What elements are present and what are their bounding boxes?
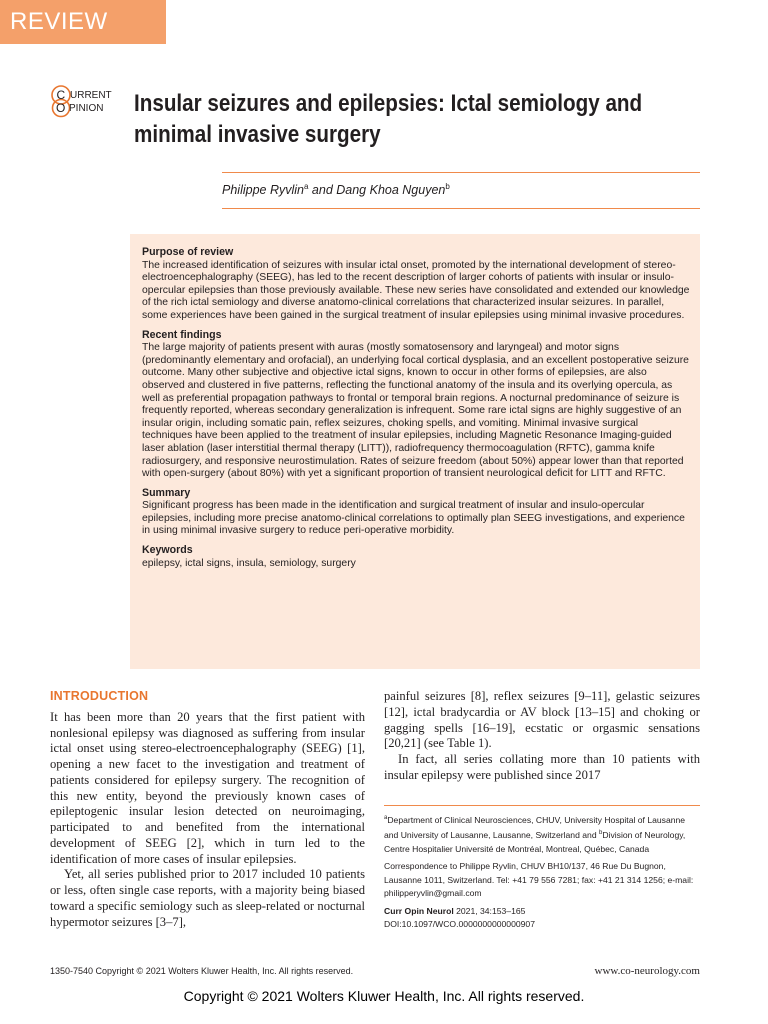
purpose-text: The increased identification of seizures with insular ictal onset, promoted by the international development of stereo-electroencephalography (SEEG), has led to the recent description of larger cohorts of patients with insular or insulo-opercular epilepsies than those previously available. These new series have consolidated and extended our knowledge of the rich ictal semiology and diverse anatomo-clinical correlations that characterized insular seizures. In parallel, some experiences have been gained in the surgical treatment of insular epilepsies using minimal invasive procedures. bbox=[142, 259, 690, 321]
affiliation-text bbox=[384, 812, 700, 856]
affiliation-block bbox=[384, 812, 700, 936]
title-line-1: Insular seizures and epilepsies: Ictal semiology and bbox=[134, 90, 643, 117]
author-1: Philippe Ryvlin bbox=[222, 183, 304, 198]
summary-text: Significant progress has been made in the identification and surgical treatment of insular and insulo-opercular epilepsies, including more precise anatomo-clinical correlations to optimally plan SEEG investigations, and experience in using minimal invasive surgery to reduce peri-operative morbidity. bbox=[142, 500, 685, 537]
article-title bbox=[134, 88, 650, 150]
affil-sup-a: a bbox=[384, 815, 388, 821]
right-paragraph-1: painful seizures [8], reflex seizures [9–11], gelastic seizures [12], ictal bradycardia or AV block [13–15] and choking or gagging spells [16–19], ecstatic or orgasmic sensations [20,21] (see Table 1). bbox=[384, 689, 700, 751]
journal-name: Curr Opin Neurol bbox=[384, 905, 454, 916]
section-tag: REVIEW bbox=[0, 0, 166, 44]
footer-website-link[interactable]: www.co-neurology.com bbox=[594, 965, 700, 977]
logo-text-top: URRENT bbox=[70, 90, 112, 101]
body-column-left bbox=[50, 689, 365, 930]
intro-paragraph-1: It has been more than 20 years that the first patient with nonlesional epilepsy was diagnosed as suffering from insular ictal onset using stereo-electroencephalography (SEEG) [1], opening a new facet to the investigation and treatment of patients considered for epilepsy surgery. The recognition of this new entity, beyond the previously known cases of epileptogenic insular lesion detected on neuroimaging, participated to and benefited from the international development of SEEG [2], which in turn led to the identification of more cases of insular epilepsies. bbox=[50, 709, 365, 866]
keywords-heading: Keywords bbox=[142, 544, 193, 557]
correspondence-text: Correspondence to Philippe Ryvlin, CHUV BH10/137, 46 Rue Du Bugnon, Lausanne 1011, Switzerland. Tel: +41 79 556 7281; fax: +41 21 314 1256; e-mail: philipperyvlin@gmail.com bbox=[384, 861, 694, 899]
current-opinion-logo bbox=[50, 84, 120, 118]
journal-info: 2021, 34:153–165 bbox=[453, 905, 526, 916]
intro-heading: INTRODUCTION bbox=[50, 689, 149, 703]
title-line-2: minimal invasive surgery bbox=[134, 121, 381, 148]
summary-heading: Summary bbox=[142, 486, 191, 499]
journal-citation bbox=[384, 905, 700, 919]
author-1-affil: a bbox=[303, 182, 309, 191]
logo-letter-c: C bbox=[56, 88, 66, 102]
right-paragraph-2: In fact, all series collating more than 10 patients with insular epilepsy were published since 2017 bbox=[384, 752, 700, 782]
affil-sup-b: b bbox=[598, 830, 603, 837]
author-line bbox=[222, 182, 450, 197]
author-2-affil: b bbox=[445, 182, 450, 191]
footer-issn-copyright: 1350-7540 Copyright © 2021 Wolters Kluwer Health, Inc. All rights reserved. bbox=[50, 966, 354, 976]
keywords-text: epilepsy, ictal signs, insula, semiology, surgery bbox=[142, 557, 356, 569]
author-rule-bottom bbox=[222, 208, 700, 209]
logo-text-bottom: PINION bbox=[69, 103, 104, 114]
copyright-notice: Copyright © 2021 Wolters Kluwer Health, Inc. All rights reserved. bbox=[183, 988, 585, 1004]
affiliation-rule bbox=[384, 805, 700, 806]
current-opinion-logo-icon bbox=[50, 84, 120, 118]
doi: DOI:10.1097/WCO.0000000000000907 bbox=[384, 919, 535, 930]
abstract-box bbox=[130, 234, 700, 669]
purpose-heading: Purpose of review bbox=[142, 246, 234, 258]
findings-heading: Recent findings bbox=[142, 328, 222, 341]
affiliation-text-2: Division of Neurology, Centre Hospitalier Université de Montréal, Montreal, Québec, Canada bbox=[384, 830, 686, 854]
author-rule-top bbox=[222, 172, 700, 173]
author-2: Dang Khoa Nguyen bbox=[336, 183, 446, 198]
author-conjunction: and bbox=[308, 183, 337, 198]
body-column-right bbox=[384, 689, 700, 784]
affiliation-text-1: Department of Clinical Neurosciences, CHUV, University Hospital of Lausanne and University of Lausanne, Lausanne, Switzerland and bbox=[384, 814, 686, 841]
logo-letter-o: O bbox=[56, 101, 66, 115]
findings-text: The large majority of patients present with auras (mostly somatosensory and laryngeal) and motor signs (predominantly elementary and orofacial), an underlying focal cortical dysplasia, and an excellent postoperative seizure outcome. Many other subjective and objective ictal signs, known to occur in other forms of epilepsies, are also observed and clustered in five patterns, reflecting the functional anatomy of the insula and its overlying opercula, as well as preferential propagation pathways to frontal or temporal brain regions. A nocturnal predominance of seizure is frequently reported, whereas secondary generalization is infrequent. Some rare ictal signs are highly suggestive of an insular origin, including somatic pain, reflex seizures, choking spells, and vomiting. Minimal invasive surgical techniques have been applied to the treatment of insular epilepsies, including Magnetic Resonance Imaging-guided laser ablation (laser interstitial thermal therapy (LITT)), radiofrequency thermocoagulation (RFTC), gamma knife radiosurgery, and responsive neurostimulation. Rates of seizure freedom (about 50%) appear lower than that reported with open-surgery (about 80%) with yet a significant proportion of transient neurological deficit for LITT and RFTC. bbox=[142, 342, 689, 480]
intro-paragraph-2: Yet, all series published prior to 2017 included 10 patients or less, often single case reports, with a majority being biased toward a specific semiology such as sleep-related or nocturnal hypermotor seizures [3–7], bbox=[50, 867, 365, 929]
